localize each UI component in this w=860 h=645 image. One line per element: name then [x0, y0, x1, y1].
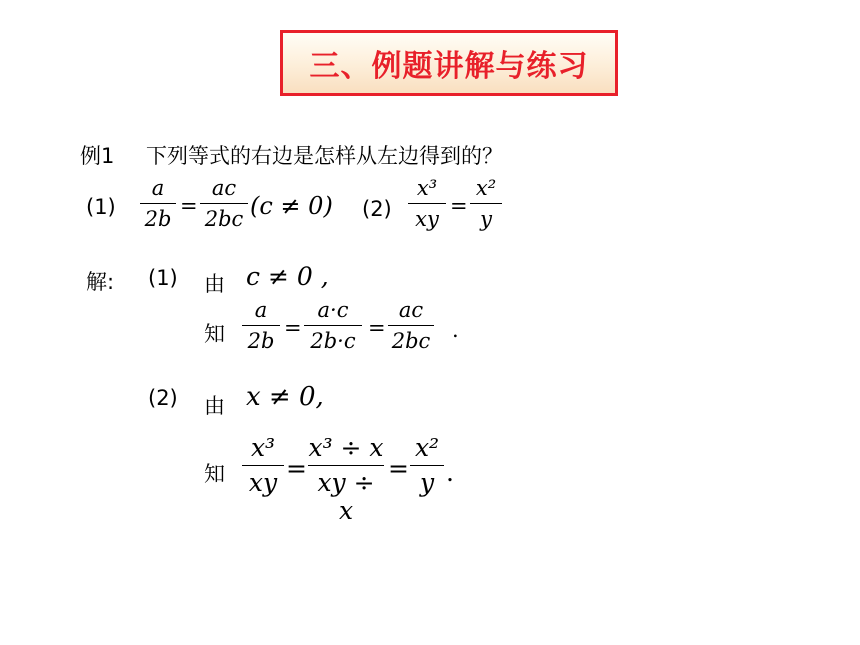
- equals-sign: =: [368, 316, 386, 340]
- solution-part2-by: 由: [204, 394, 225, 418]
- item1-rhs-numerator: ac: [211, 176, 237, 200]
- denominator: 2b·c: [310, 329, 356, 353]
- numerator: x²: [414, 433, 440, 462]
- period: .: [446, 458, 454, 487]
- equals-sign: =: [284, 316, 302, 340]
- fraction-bar: [304, 325, 362, 326]
- item1-condition: (c ≠ 0): [250, 192, 333, 220]
- page-title: 三、例题讲解与练习: [309, 49, 589, 84]
- denominator: xy: [248, 468, 278, 497]
- item1-lhs-fraction: [140, 176, 176, 231]
- title-box: [280, 30, 618, 96]
- item1-lhs-denominator: 2b: [144, 207, 172, 231]
- numerator: a: [254, 298, 268, 322]
- denominator: y: [419, 468, 435, 497]
- numerator: x³: [250, 433, 276, 462]
- fraction-bar: [140, 203, 176, 204]
- fraction-bar: [308, 465, 384, 466]
- solution1-fraction-2: [304, 298, 362, 353]
- fraction-bar: [388, 325, 434, 326]
- fraction-bar: [410, 465, 444, 466]
- equals-sign: =: [286, 454, 307, 483]
- item1-rhs-denominator: 2bc: [204, 207, 244, 231]
- item1-lhs-numerator: a: [151, 176, 165, 200]
- equals-sign: =: [450, 194, 468, 218]
- denominator: 2bc: [391, 329, 431, 353]
- example-label: 例1: [80, 144, 115, 168]
- item2-rhs-denominator: y: [480, 207, 492, 231]
- solution2-fraction-3: [410, 434, 444, 497]
- numerator: a·c: [317, 298, 349, 322]
- item2-lhs-fraction: [408, 176, 446, 231]
- solution-part1-label: (1): [148, 266, 178, 290]
- solution1-fraction-3: [388, 298, 434, 353]
- solution2-fraction-2: [308, 434, 384, 525]
- numerator: ac: [398, 298, 424, 322]
- item2-rhs-fraction: [470, 176, 502, 231]
- item1-rhs-fraction: [200, 176, 248, 231]
- fraction-bar: [200, 203, 248, 204]
- item2-lhs-numerator: x³: [416, 176, 438, 200]
- item2-lhs-denominator: xy: [415, 207, 439, 231]
- equals-sign: =: [388, 454, 409, 483]
- solution-part2-know: 知: [204, 462, 225, 486]
- solution1-fraction-1: [242, 298, 280, 353]
- solution-part1-condition: c ≠ 0 ,: [246, 262, 329, 291]
- item2-rhs-numerator: x²: [475, 176, 497, 200]
- fraction-bar: [242, 325, 280, 326]
- equals-sign: =: [180, 194, 198, 218]
- period: .: [452, 318, 459, 342]
- denominator: xy ÷ x: [317, 468, 375, 525]
- example-question: 下列等式的右边是怎样从左边得到的？: [146, 144, 503, 168]
- solution-part1-know: 知: [204, 322, 225, 346]
- item1-label: (1): [86, 195, 116, 219]
- solution-label: 解:: [86, 270, 115, 294]
- fraction-bar: [242, 465, 284, 466]
- solution-part2-condition: x ≠ 0,: [246, 382, 324, 412]
- solution2-fraction-1: [242, 434, 284, 497]
- denominator: 2b: [247, 329, 275, 353]
- item2-label: (2): [362, 197, 392, 221]
- solution-part1-by: 由: [204, 272, 225, 296]
- numerator: x³ ÷ x: [308, 433, 384, 462]
- solution-part2-label: (2): [148, 386, 178, 410]
- fraction-bar: [408, 203, 446, 204]
- fraction-bar: [470, 203, 502, 204]
